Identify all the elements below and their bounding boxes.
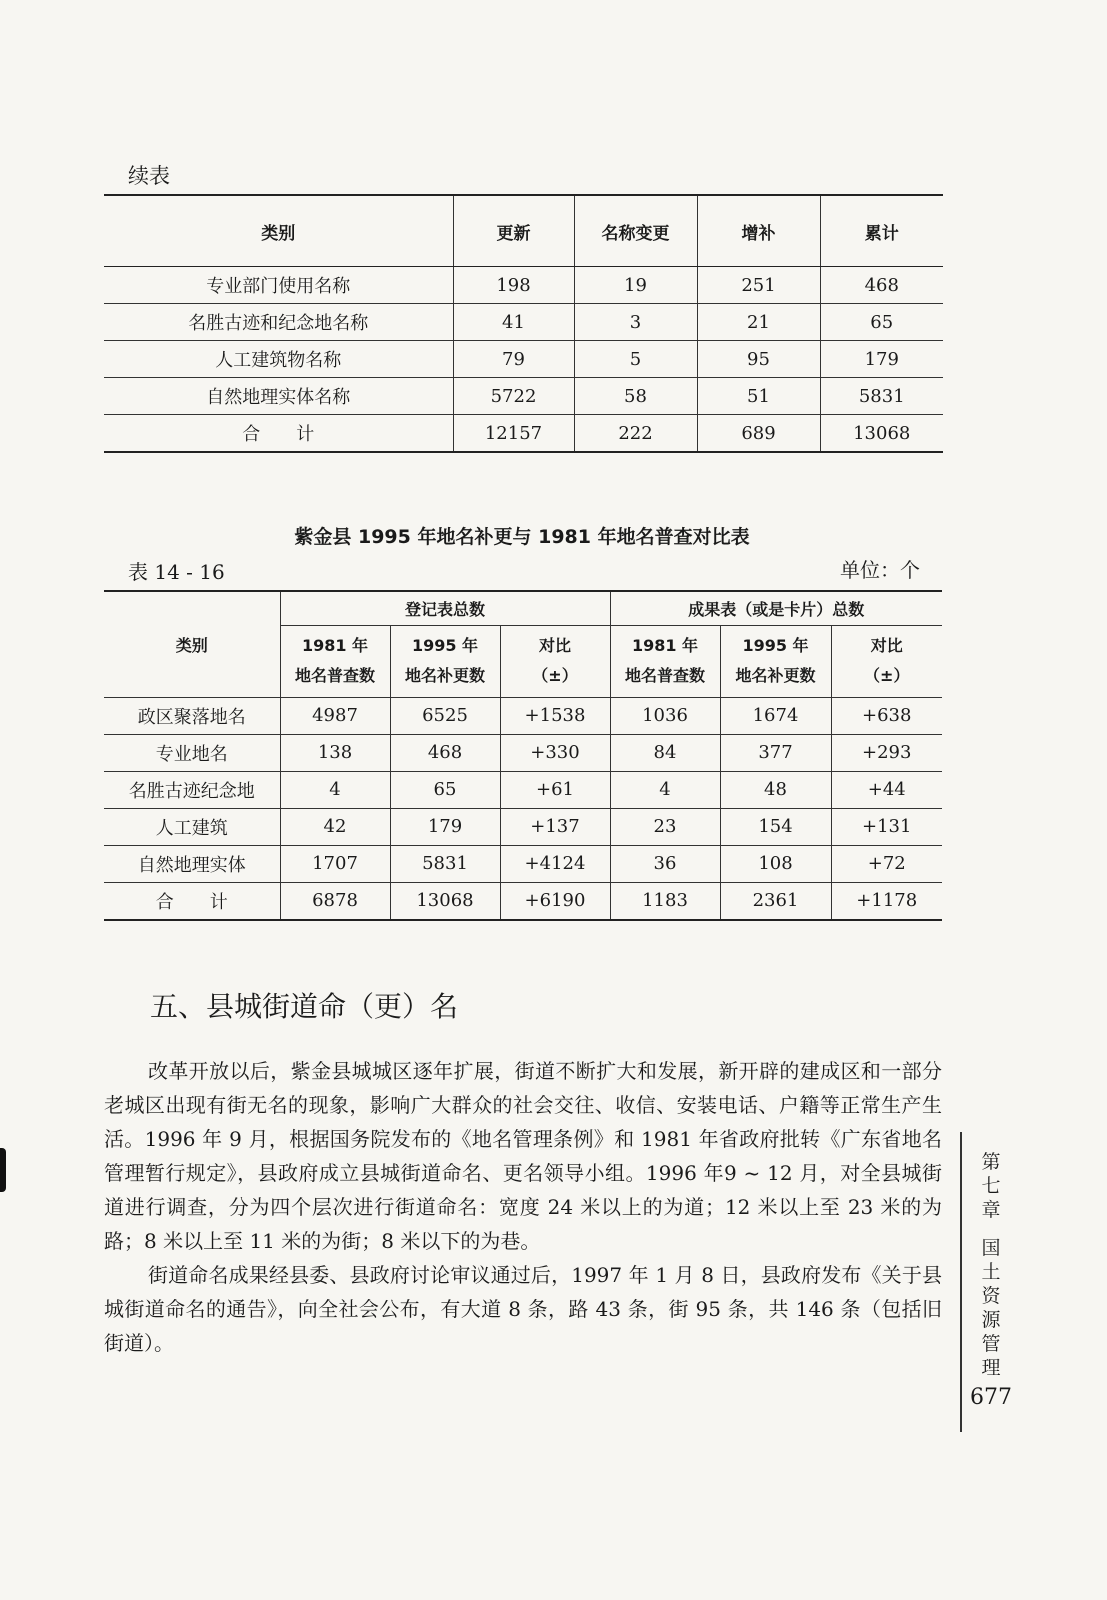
chapter-char: 资: [981, 1285, 1001, 1307]
value-cell: +137: [500, 808, 610, 845]
value-cell: 42: [280, 808, 390, 845]
value-cell: 95: [697, 341, 820, 378]
value-cell: 2361: [720, 882, 831, 920]
group-header-row: [104, 591, 942, 625]
table-title: 紫金县 1995 年地名补更与 1981 年地名普查对比表: [294, 526, 750, 548]
category-summary-table: [104, 194, 943, 453]
sub-header-cell: [831, 625, 942, 697]
header-cell: 累计: [820, 195, 943, 267]
chapter-char: 管: [981, 1333, 1001, 1355]
scan-edge-mark: [0, 1148, 6, 1192]
header-cell: 名称变更: [574, 195, 697, 267]
sub-header-cell: [500, 625, 610, 697]
value-cell: 13068: [390, 882, 500, 920]
category-cell: 专业部门使用名称: [104, 267, 453, 304]
header-cell: 增补: [697, 195, 820, 267]
value-cell: +6190: [500, 882, 610, 920]
category-cell: 合 计: [104, 415, 453, 453]
value-cell: 5831: [820, 378, 943, 415]
value-cell: 251: [697, 267, 820, 304]
body-paragraph: 改革开放以后，紫金县城城区逐年扩展，街道不断扩大和发展，新开辟的建成区和一部分老城区出现有街无名的现象，影响广大群众的社会交往、收信、安装电话、户籍等正常生产生活。1996 年 9 月，根据国务院发布的《地名管理条例》和 1981 年省政府批转《广东省地名管理暂行规定》，县政府成立县城街道命名、更名领导小组。1996 年9 ~ 12 月，对全县城街道进行调查，分为四个层次进行街道命名：宽度 24 米以上的为道；12 米以上至 23 米的为路；8 米以上至 11 米的为街；8 米以下的为巷。: [104, 1059, 942, 1253]
value-cell: +638: [831, 697, 942, 734]
header-cell: 类别: [104, 195, 453, 267]
total-row: [104, 882, 942, 920]
table-row: [104, 697, 942, 734]
sub-header-line: 1981 年: [631, 636, 699, 655]
page-number: 677: [970, 1385, 1012, 1410]
table-row: [104, 341, 943, 378]
chapter-char: 国: [981, 1237, 1001, 1259]
sub-header-line: （±）: [532, 666, 578, 685]
value-cell: 1674: [720, 697, 831, 734]
value-cell: 23: [610, 808, 720, 845]
table-row: [104, 304, 943, 341]
sub-header-cell: [610, 625, 720, 697]
chapter-char: 源: [981, 1309, 1001, 1331]
table-row: [104, 808, 942, 845]
value-cell: +61: [500, 771, 610, 808]
sub-header-line: 对比: [538, 636, 571, 655]
chapter-char: 第: [981, 1151, 1001, 1173]
value-cell: 6878: [280, 882, 390, 920]
value-cell: 198: [453, 267, 574, 304]
chapter-char: 土: [981, 1261, 1001, 1283]
category-cell: 政区聚落地名: [104, 697, 280, 734]
value-cell: 65: [390, 771, 500, 808]
continued-table-label: 续表: [128, 164, 170, 188]
value-cell: 138: [280, 734, 390, 771]
sub-header-line: 1981 年: [301, 636, 369, 655]
chapter-char: 七: [981, 1175, 1001, 1197]
value-cell: 5722: [453, 378, 574, 415]
value-cell: 21: [697, 304, 820, 341]
value-cell: 468: [820, 267, 943, 304]
comparison-table: [104, 590, 942, 921]
value-cell: 108: [720, 845, 831, 882]
value-cell: 4: [280, 771, 390, 808]
value-cell: +4124: [500, 845, 610, 882]
value-cell: 4: [610, 771, 720, 808]
value-cell: 154: [720, 808, 831, 845]
table-row: [104, 845, 942, 882]
value-cell: 48: [720, 771, 831, 808]
value-cell: 3: [574, 304, 697, 341]
table-number: 表 14 - 16: [128, 560, 225, 584]
value-cell: 5831: [390, 845, 500, 882]
value-cell: 19: [574, 267, 697, 304]
category-cell: 专业地名: [104, 734, 280, 771]
sub-header-line: 对比: [870, 636, 903, 655]
value-cell: +44: [831, 771, 942, 808]
value-cell: 179: [390, 808, 500, 845]
value-cell: 179: [820, 341, 943, 378]
category-header: 类别: [104, 591, 280, 697]
group-header-registration: 登记表总数: [280, 591, 610, 625]
table-unit: 单位：个: [840, 558, 920, 582]
sub-header-line: 地名普查数: [624, 666, 705, 685]
value-cell: 5: [574, 341, 697, 378]
body-paragraph: 街道命名成果经县委、县政府讨论审议通过后，1997 年 1 月 8 日，县政府发布《关于县城街道命名的通告》，向全社会公布，有大道 8 条，路 43 条，街 95 条，共 146 条（包括旧街道）。: [104, 1263, 942, 1355]
value-cell: 84: [610, 734, 720, 771]
value-cell: 12157: [453, 415, 574, 453]
value-cell: 1707: [280, 845, 390, 882]
chapter-char: 章: [981, 1199, 1001, 1221]
value-cell: +1538: [500, 697, 610, 734]
category-cell: 名胜古迹纪念地: [104, 771, 280, 808]
category-cell: 名胜古迹和纪念地名称: [104, 304, 453, 341]
value-cell: 689: [697, 415, 820, 453]
chapter-char: 理: [981, 1357, 1001, 1379]
sub-header-cell: [390, 625, 500, 697]
sub-header-line: 地名补更数: [404, 666, 485, 685]
sub-header-line: 1995 年: [742, 636, 809, 655]
value-cell: 468: [390, 734, 500, 771]
value-cell: 51: [697, 378, 820, 415]
category-cell: 自然地理实体: [104, 845, 280, 882]
category-cell: 人工建筑物名称: [104, 341, 453, 378]
table-row: [104, 734, 942, 771]
group-header-results: 成果表（或是卡片）总数: [610, 591, 942, 625]
category-cell: 人工建筑: [104, 808, 280, 845]
value-cell: 1183: [610, 882, 720, 920]
value-cell: +131: [831, 808, 942, 845]
value-cell: 6525: [390, 697, 500, 734]
table-row: [104, 378, 943, 415]
value-cell: 65: [820, 304, 943, 341]
section-heading: 五、县城街道命（更）名: [150, 990, 459, 1023]
value-cell: +72: [831, 845, 942, 882]
category-cell: 自然地理实体名称: [104, 378, 453, 415]
value-cell: 377: [720, 734, 831, 771]
sub-header-line: 地名补更数: [735, 666, 816, 685]
value-cell: 222: [574, 415, 697, 453]
sub-header-line: （±）: [864, 666, 910, 685]
header-cell: 更新: [453, 195, 574, 267]
margin-divider: [960, 1132, 962, 1432]
value-cell: +293: [831, 734, 942, 771]
sub-header-line: 地名普查数: [294, 666, 375, 685]
value-cell: 4987: [280, 697, 390, 734]
value-cell: 1036: [610, 697, 720, 734]
value-cell: 36: [610, 845, 720, 882]
chapter-tab: [976, 1150, 1006, 1380]
value-cell: 79: [453, 341, 574, 378]
value-cell: 58: [574, 378, 697, 415]
sub-header-cell: [280, 625, 390, 697]
value-cell: +330: [500, 734, 610, 771]
table-row: [104, 267, 943, 304]
value-cell: 13068: [820, 415, 943, 453]
value-cell: +1178: [831, 882, 942, 920]
category-cell: 合 计: [104, 882, 280, 920]
sub-header-line: 1995 年: [411, 636, 479, 655]
table-row: [104, 771, 942, 808]
value-cell: 41: [453, 304, 574, 341]
sub-header-cell: [720, 625, 831, 697]
chapter-spacer: [976, 1222, 1006, 1236]
table-header-row: [104, 195, 943, 267]
total-row: [104, 415, 943, 453]
